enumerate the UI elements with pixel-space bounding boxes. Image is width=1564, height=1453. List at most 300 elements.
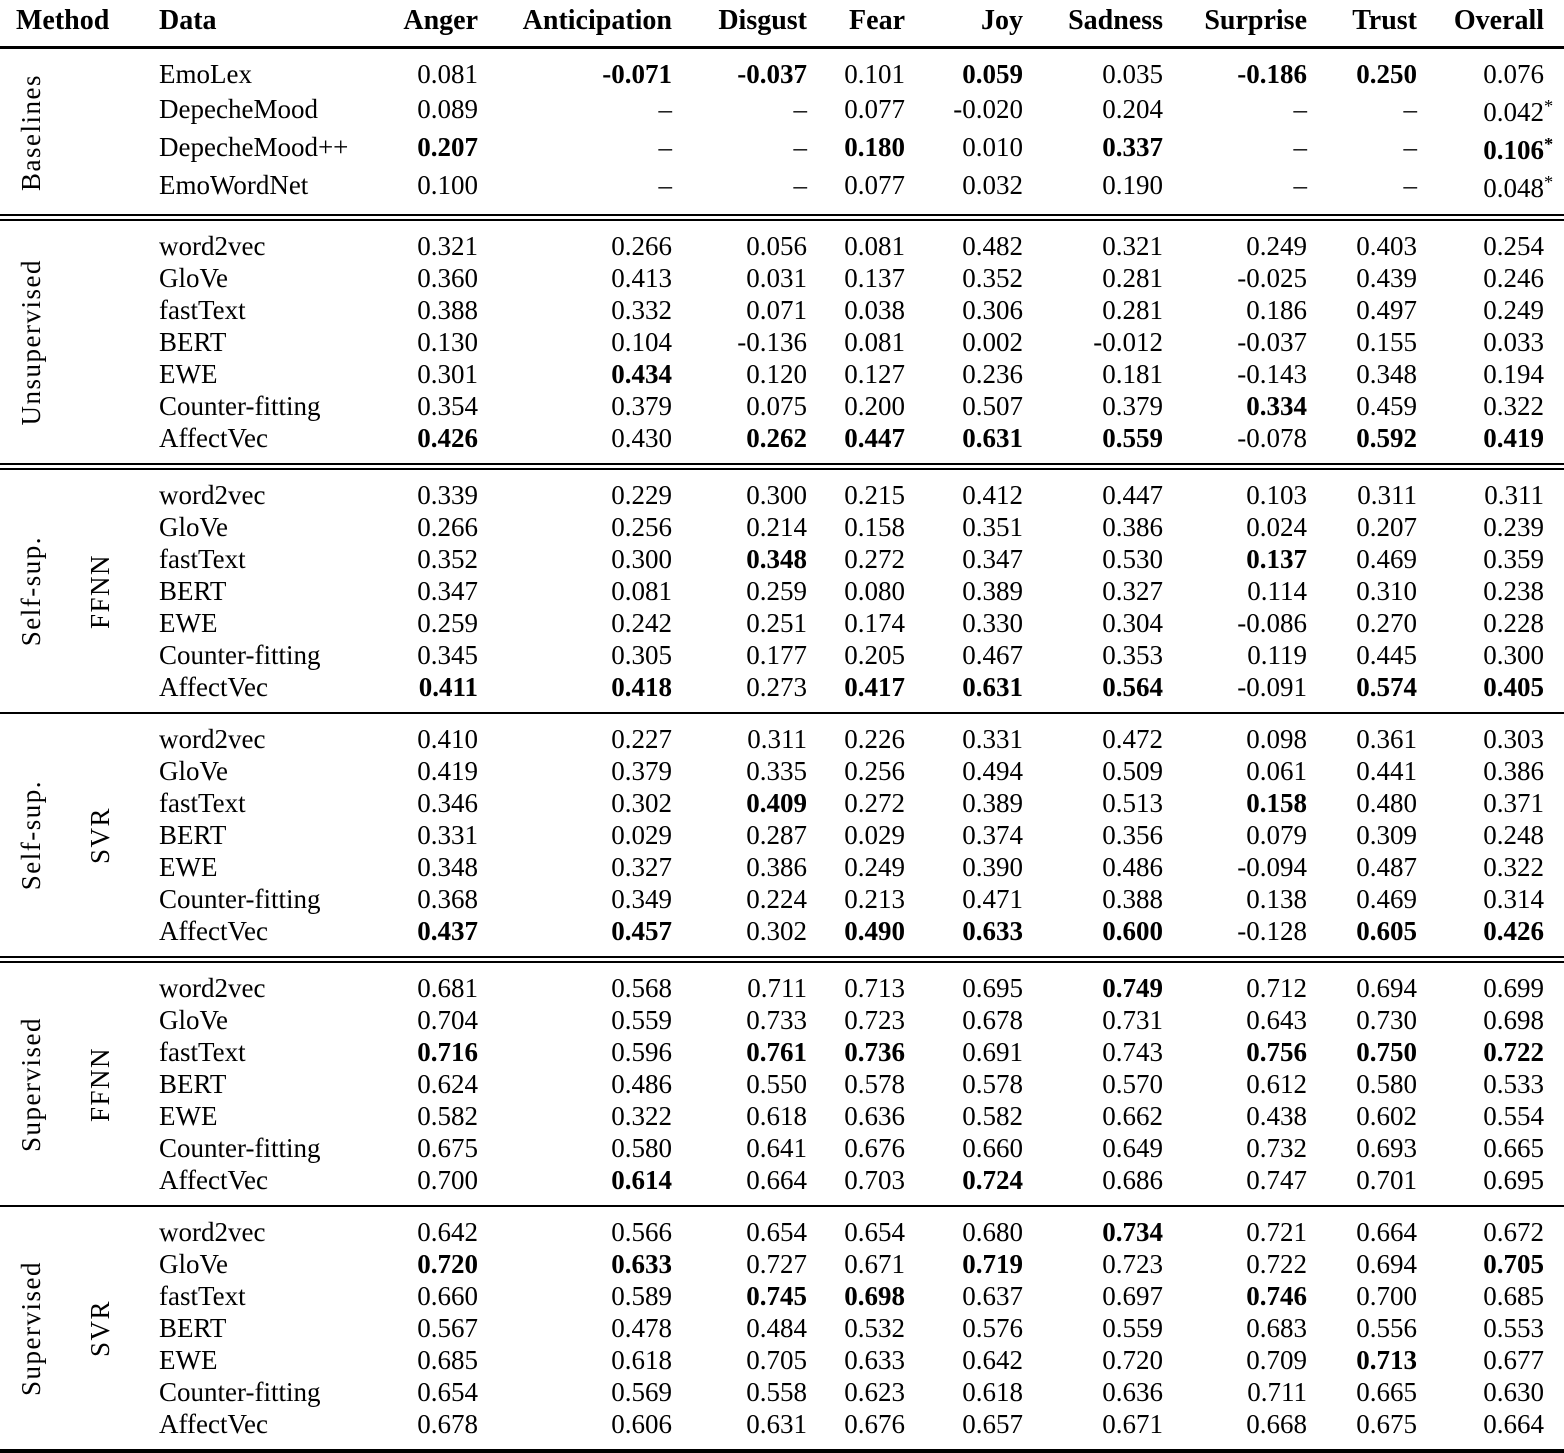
score-cell-fear: 0.447: [844, 422, 906, 453]
method-group-cell: [0, 48, 62, 218]
score-cell-disgust: 0.075: [746, 390, 808, 421]
score-cell-joy: 0.507: [962, 390, 1024, 421]
score-cell-anticipation: 0.596: [611, 1036, 673, 1067]
score-cell-fear: 0.101: [844, 59, 906, 89]
score-cell-trust: 0.250: [1356, 59, 1418, 89]
table-row: [0, 575, 1564, 607]
score-cell-disgust: 0.287: [746, 819, 808, 850]
score-cell-anticipation: -0.071: [602, 59, 673, 89]
score-cell-anticipation: 0.266: [611, 230, 673, 261]
score-cell-anticipation: 0.332: [611, 294, 673, 325]
embedding-name: AffectVec: [159, 422, 268, 453]
score-cell-anger: 0.331: [417, 819, 479, 850]
score-cell-fear: 0.532: [844, 1312, 906, 1343]
score-cell-disgust: 0.311: [747, 723, 808, 754]
table-row: [0, 390, 1564, 422]
score-cell-trust: 0.694: [1356, 972, 1418, 1003]
score-cell-disgust: 0.733: [746, 1004, 808, 1035]
score-cell-disgust: 0.618: [746, 1100, 808, 1131]
score-cell-disgust: 0.386: [746, 851, 808, 882]
score-cell-fear: 0.676: [844, 1132, 906, 1163]
score-cell-trust: 0.750: [1356, 1036, 1418, 1067]
score-cell-surprise: 0.103: [1246, 479, 1308, 510]
score-cell-overall: 0.699: [1483, 972, 1545, 1003]
score-cell-joy: 0.695: [962, 972, 1024, 1003]
score-cell-disgust: 0.484: [746, 1312, 808, 1343]
score-cell-surprise: -0.025: [1237, 262, 1308, 293]
score-cell-disgust: 0.251: [746, 607, 808, 638]
score-cell-anticipation: 0.302: [611, 787, 673, 818]
score-cell-overall: 0.664: [1483, 1408, 1545, 1439]
score-cell-joy: 0.389: [962, 787, 1024, 818]
score-cell-trust: 0.480: [1356, 787, 1418, 818]
embedding-name: BERT: [159, 575, 227, 606]
table-row: [0, 787, 1564, 819]
embedding-name: DepecheMood: [159, 94, 318, 125]
score-cell-surprise: –: [1293, 132, 1308, 163]
score-cell-trust: 0.574: [1356, 671, 1418, 702]
score-cell-trust: 0.700: [1356, 1280, 1418, 1311]
score-cell-disgust: 0.654: [746, 1216, 808, 1247]
score-cell-anticipation: –: [658, 170, 673, 201]
score-cell-joy: 0.637: [962, 1280, 1024, 1311]
score-cell-anticipation: –: [658, 132, 673, 163]
score-cell-sadness: 0.353: [1102, 639, 1164, 670]
method-group-label: Unsupervised: [16, 259, 46, 426]
embedding-name: fastText: [159, 543, 246, 574]
score-cell-overall: 0.553: [1483, 1312, 1545, 1343]
score-cell-anticipation: 0.349: [611, 883, 673, 914]
score-cell-trust: 0.155: [1356, 326, 1418, 357]
score-cell-trust: 0.348: [1356, 358, 1418, 389]
score-cell-sadness: 0.686: [1102, 1164, 1164, 1195]
score-cell-sadness: 0.327: [1102, 575, 1164, 606]
method-group-cell: [0, 713, 62, 960]
section-selfsup-ffnn: [0, 466, 1564, 713]
score-cell-trust: 0.441: [1356, 755, 1418, 786]
column-header-data: Data: [138, 0, 364, 48]
score-cell-anger: 0.720: [417, 1248, 479, 1279]
score-cell-sadness: 0.649: [1102, 1132, 1164, 1163]
score-cell-joy: 0.691: [962, 1036, 1024, 1067]
score-cell-disgust: 0.348: [746, 543, 808, 574]
score-cell-surprise: 0.747: [1246, 1164, 1308, 1195]
score-cell-fear: 0.578: [844, 1068, 906, 1099]
score-cell-anger: 0.704: [417, 1004, 479, 1035]
score-cell-joy: 0.678: [962, 1004, 1024, 1035]
score-cell-fear: 0.490: [844, 915, 906, 946]
score-cell-joy: 0.330: [962, 607, 1024, 638]
score-cell-anger: 0.681: [417, 972, 479, 1003]
score-cell-trust: 0.701: [1356, 1164, 1418, 1195]
score-cell-sadness: 0.564: [1102, 671, 1164, 702]
score-cell-joy: 0.236: [962, 358, 1024, 389]
model-group-cell: [62, 217, 138, 466]
score-cell-anger: 0.360: [417, 262, 479, 293]
score-cell-sadness: 0.388: [1102, 883, 1164, 914]
embedding-name: DepecheMood++: [159, 132, 349, 163]
score-cell-fear: 0.636: [844, 1100, 906, 1131]
score-cell-overall: 0.311: [1484, 479, 1545, 510]
score-cell-disgust: 0.120: [746, 358, 808, 389]
score-cell-trust: 0.311: [1357, 479, 1418, 510]
score-cell-fear: 0.633: [844, 1344, 906, 1375]
table-row: [0, 1164, 1564, 1206]
score-cell-joy: 0.389: [962, 575, 1024, 606]
score-cell-joy: 0.351: [962, 511, 1024, 542]
embedding-name: GloVe: [159, 755, 229, 786]
column-header-sadness: Sadness: [1023, 0, 1163, 48]
table-row: [0, 1100, 1564, 1132]
score-cell-sadness: 0.559: [1102, 1312, 1164, 1343]
score-cell-anger: 0.207: [417, 132, 479, 163]
embedding-name: fastText: [159, 294, 246, 325]
score-cell-disgust: 0.224: [746, 883, 808, 914]
score-cell-anticipation: 0.104: [611, 326, 673, 357]
embedding-name: AffectVec: [159, 1164, 268, 1195]
score-cell-overall: 0.076: [1483, 59, 1545, 89]
score-cell-surprise: 0.114: [1247, 575, 1308, 606]
score-cell-fear: 0.137: [844, 262, 906, 293]
score-cell-overall: 0.386: [1483, 755, 1545, 786]
section-supervised-ffnn: [0, 959, 1564, 1206]
score-cell-trust: –: [1403, 170, 1418, 201]
score-cell-anger: 0.354: [417, 390, 479, 421]
score-cell-joy: 0.618: [962, 1376, 1024, 1407]
score-cell-joy: 0.576: [962, 1312, 1024, 1343]
score-cell-joy: -0.020: [953, 94, 1024, 125]
score-cell-overall: 0.695: [1483, 1164, 1545, 1195]
score-cell-overall: 0.246: [1483, 262, 1545, 293]
score-cell-disgust: -0.037: [737, 59, 808, 89]
score-cell-joy: 0.631: [962, 671, 1024, 702]
score-cell-joy: 0.680: [962, 1216, 1024, 1247]
score-cell-surprise: 0.709: [1246, 1344, 1308, 1375]
embedding-name: EWE: [159, 851, 218, 882]
embedding-name: GloVe: [159, 262, 229, 293]
score-cell-fear: 0.654: [844, 1216, 906, 1247]
score-cell-surprise: –: [1293, 94, 1308, 125]
score-cell-disgust: 0.641: [746, 1132, 808, 1163]
score-cell-anticipation: 0.081: [611, 575, 673, 606]
score-cell-joy: 0.724: [962, 1164, 1024, 1195]
embedding-name: AffectVec: [159, 1408, 268, 1439]
embedding-name: BERT: [159, 1068, 227, 1099]
score-cell-fear: 0.029: [844, 819, 906, 850]
score-cell-anger: 0.301: [417, 358, 479, 389]
score-cell-surprise: 0.061: [1246, 755, 1308, 786]
score-cell-sadness: 0.570: [1102, 1068, 1164, 1099]
score-cell-overall: 0.048*: [1483, 172, 1554, 204]
score-cell-anticipation: 0.256: [611, 511, 673, 542]
section-supervised-svr: [0, 1206, 1564, 1451]
column-header-fear: Fear: [807, 0, 905, 48]
score-cell-sadness: 0.731: [1102, 1004, 1164, 1035]
score-cell-anger: 0.339: [417, 479, 479, 510]
header-row: [0, 0, 1564, 48]
column-header-method: Method: [0, 0, 138, 48]
score-cell-anticipation: 0.569: [611, 1376, 673, 1407]
score-cell-fear: 0.158: [844, 511, 906, 542]
model-group-label: FFNN: [85, 554, 115, 630]
score-cell-anticipation: 0.322: [611, 1100, 673, 1131]
score-cell-overall: 0.405: [1483, 671, 1545, 702]
score-cell-sadness: 0.720: [1102, 1344, 1164, 1375]
score-cell-joy: 0.352: [962, 262, 1024, 293]
score-cell-fear: 0.623: [844, 1376, 906, 1407]
score-cell-fear: 0.703: [844, 1164, 906, 1195]
score-cell-joy: 0.032: [962, 170, 1024, 201]
model-group-label: SVR: [85, 807, 115, 865]
score-cell-anticipation: 0.559: [611, 1004, 673, 1035]
score-cell-surprise: 0.098: [1246, 723, 1308, 754]
method-group-label: Baselines: [16, 73, 46, 191]
score-cell-anger: 0.582: [417, 1100, 479, 1131]
score-cell-anger: 0.685: [417, 1344, 479, 1375]
score-cell-overall: 0.705: [1483, 1248, 1545, 1279]
score-cell-anger: 0.089: [417, 94, 479, 125]
score-cell-surprise: 0.612: [1246, 1068, 1308, 1099]
score-cell-sadness: 0.749: [1102, 972, 1164, 1003]
score-cell-anger: 0.352: [417, 543, 479, 574]
score-cell-joy: 0.642: [962, 1344, 1024, 1375]
model-group-cell: [62, 1206, 138, 1451]
model-group-cell: [62, 466, 138, 713]
score-cell-joy: 0.331: [962, 723, 1024, 754]
score-cell-anticipation: 0.430: [611, 422, 673, 453]
score-cell-anger: 0.567: [417, 1312, 479, 1343]
score-cell-overall: 0.665: [1483, 1132, 1545, 1163]
score-cell-overall: 0.033: [1483, 326, 1545, 357]
score-cell-trust: –: [1403, 94, 1418, 125]
score-cell-surprise: 0.119: [1247, 639, 1308, 670]
score-cell-fear: 0.038: [844, 294, 906, 325]
score-cell-trust: 0.664: [1356, 1216, 1418, 1247]
score-cell-anticipation: 0.413: [611, 262, 673, 293]
score-cell-anticipation: 0.327: [611, 851, 673, 882]
method-group-label: Supervised: [16, 1261, 46, 1396]
score-cell-anger: 0.347: [417, 575, 479, 606]
score-cell-anger: 0.642: [417, 1216, 479, 1247]
score-cell-disgust: 0.558: [746, 1376, 808, 1407]
table-row: [0, 166, 1564, 217]
embedding-name: GloVe: [159, 1248, 229, 1279]
embedding-name: BERT: [159, 1312, 227, 1343]
score-cell-anticipation: 0.486: [611, 1068, 673, 1099]
column-header-anticipation: Anticipation: [478, 0, 672, 48]
score-cell-disgust: 0.214: [746, 511, 808, 542]
score-cell-anticipation: 0.589: [611, 1280, 673, 1311]
score-cell-joy: 0.467: [962, 639, 1024, 670]
embedding-name: AffectVec: [159, 915, 268, 946]
column-header-trust: Trust: [1307, 0, 1417, 48]
score-cell-sadness: 0.281: [1102, 262, 1164, 293]
score-cell-anticipation: –: [658, 94, 673, 125]
score-cell-joy: 0.482: [962, 230, 1024, 261]
column-header-surprise: Surprise: [1163, 0, 1307, 48]
table-row: [0, 713, 1564, 755]
score-cell-overall: 0.630: [1483, 1376, 1545, 1407]
score-cell-overall: 0.249: [1483, 294, 1545, 325]
score-cell-fear: 0.077: [844, 170, 906, 201]
score-cell-disgust: 0.550: [746, 1068, 808, 1099]
embedding-name: GloVe: [159, 511, 229, 542]
score-cell-trust: 0.592: [1356, 422, 1418, 453]
score-cell-trust: 0.469: [1356, 543, 1418, 574]
score-cell-trust: –: [1403, 132, 1418, 163]
embedding-name: fastText: [159, 787, 246, 818]
score-cell-surprise: 0.024: [1246, 511, 1308, 542]
score-cell-surprise: -0.037: [1237, 326, 1308, 357]
score-cell-sadness: 0.636: [1102, 1376, 1164, 1407]
score-cell-disgust: 0.302: [746, 915, 808, 946]
model-group-label: SVR: [85, 1300, 115, 1358]
table-row: [0, 1068, 1564, 1100]
score-cell-surprise: -0.143: [1237, 358, 1308, 389]
table-row: [0, 217, 1564, 262]
embedding-name: Counter-fitting: [159, 1376, 321, 1407]
score-cell-trust: 0.487: [1356, 851, 1418, 882]
method-group-cell: [0, 217, 62, 466]
score-cell-disgust: 0.177: [746, 639, 808, 670]
score-cell-anger: 0.266: [417, 511, 479, 542]
model-group-cell: [62, 713, 138, 960]
table-row: [0, 1408, 1564, 1451]
score-cell-joy: 0.494: [962, 755, 1024, 786]
score-cell-sadness: 0.356: [1102, 819, 1164, 850]
score-cell-anticipation: 0.580: [611, 1132, 673, 1163]
table-row: [0, 1132, 1564, 1164]
score-cell-anticipation: 0.305: [611, 639, 673, 670]
score-cell-anger: 0.348: [417, 851, 479, 882]
score-cell-anticipation: 0.566: [611, 1216, 673, 1247]
score-cell-trust: 0.713: [1356, 1344, 1418, 1375]
score-cell-sadness: 0.190: [1102, 170, 1164, 201]
score-cell-sadness: 0.530: [1102, 543, 1164, 574]
score-cell-disgust: –: [793, 170, 808, 201]
table-row: [0, 543, 1564, 575]
score-cell-overall: 0.677: [1483, 1344, 1545, 1375]
score-cell-anger: 0.368: [417, 883, 479, 914]
score-cell-joy: 0.059: [962, 59, 1024, 89]
score-cell-anticipation: 0.633: [611, 1248, 673, 1279]
method-group-cell: [0, 959, 62, 1206]
score-cell-anticipation: 0.379: [611, 755, 673, 786]
score-cell-trust: 0.497: [1356, 294, 1418, 325]
score-cell-sadness: 0.472: [1102, 723, 1164, 754]
score-cell-joy: 0.657: [962, 1408, 1024, 1439]
score-cell-overall: 0.722: [1483, 1036, 1545, 1067]
score-cell-trust: 0.556: [1356, 1312, 1418, 1343]
score-cell-sadness: 0.181: [1102, 358, 1164, 389]
score-cell-anticipation: 0.478: [611, 1312, 673, 1343]
score-cell-anticipation: 0.418: [611, 671, 673, 702]
score-cell-joy: 0.631: [962, 422, 1024, 453]
table-row: [0, 422, 1564, 467]
score-cell-joy: 0.390: [962, 851, 1024, 882]
method-group-label: Self-sup.: [16, 780, 46, 891]
score-cell-anger: 0.321: [417, 230, 479, 261]
score-cell-overall: 0.685: [1483, 1280, 1545, 1311]
score-cell-joy: 0.010: [962, 132, 1024, 163]
score-cell-overall: 0.322: [1483, 390, 1545, 421]
score-cell-overall: 0.300: [1483, 639, 1545, 670]
score-cell-sadness: 0.281: [1102, 294, 1164, 325]
score-cell-overall: 0.322: [1483, 851, 1545, 882]
score-cell-sadness: 0.447: [1102, 479, 1164, 510]
score-cell-sadness: 0.379: [1102, 390, 1164, 421]
score-cell-overall: 0.314: [1483, 883, 1545, 914]
score-cell-disgust: 0.761: [746, 1036, 808, 1067]
score-cell-joy: 0.719: [962, 1248, 1024, 1279]
score-cell-sadness: 0.509: [1102, 755, 1164, 786]
score-cell-fear: 0.080: [844, 575, 906, 606]
score-cell-trust: 0.605: [1356, 915, 1418, 946]
score-cell-trust: 0.270: [1356, 607, 1418, 638]
score-cell-anger: 0.346: [417, 787, 479, 818]
score-cell-fear: 0.081: [844, 230, 906, 261]
score-cell-fear: 0.723: [844, 1004, 906, 1035]
score-cell-joy: 0.471: [962, 883, 1024, 914]
score-cell-overall: 0.554: [1483, 1100, 1545, 1131]
score-cell-disgust: 0.273: [746, 671, 808, 702]
score-cell-sadness: 0.321: [1102, 230, 1164, 261]
score-cell-anticipation: 0.434: [611, 358, 673, 389]
score-cell-joy: 0.660: [962, 1132, 1024, 1163]
score-cell-anger: 0.081: [417, 59, 479, 89]
score-cell-fear: 0.676: [844, 1408, 906, 1439]
score-cell-anger: 0.130: [417, 326, 479, 357]
score-cell-fear: 0.713: [844, 972, 906, 1003]
score-cell-anger: 0.678: [417, 1408, 479, 1439]
score-cell-overall: 0.698: [1483, 1004, 1545, 1035]
score-cell-anger: 0.100: [417, 170, 479, 201]
score-cell-anger: 0.716: [417, 1036, 479, 1067]
score-cell-joy: 0.582: [962, 1100, 1024, 1131]
section-baselines: [0, 48, 1564, 218]
score-cell-trust: 0.675: [1356, 1408, 1418, 1439]
score-cell-anticipation: 0.606: [611, 1408, 673, 1439]
score-cell-overall: 0.426: [1483, 915, 1545, 946]
score-cell-sadness: -0.012: [1093, 326, 1164, 357]
score-cell-surprise: 0.138: [1246, 883, 1308, 914]
score-cell-trust: 0.693: [1356, 1132, 1418, 1163]
score-cell-sadness: 0.723: [1102, 1248, 1164, 1279]
score-cell-fear: 0.215: [844, 479, 906, 510]
table-row: [0, 128, 1564, 166]
score-cell-surprise: 0.643: [1246, 1004, 1308, 1035]
embedding-name: EWE: [159, 1100, 218, 1131]
score-cell-trust: 0.310: [1356, 575, 1418, 606]
score-cell-surprise: 0.668: [1246, 1408, 1308, 1439]
score-cell-sadness: 0.671: [1102, 1408, 1164, 1439]
score-cell-trust: 0.459: [1356, 390, 1418, 421]
score-cell-trust: 0.361: [1356, 723, 1418, 754]
score-cell-joy: 0.412: [962, 479, 1024, 510]
score-cell-surprise: 0.712: [1246, 972, 1308, 1003]
column-header-overall: Overall: [1417, 0, 1564, 48]
score-cell-surprise: 0.756: [1246, 1036, 1308, 1067]
table-row: [0, 671, 1564, 713]
column-header-disgust: Disgust: [672, 0, 807, 48]
score-cell-fear: 0.174: [844, 607, 906, 638]
score-cell-overall: 0.106*: [1483, 134, 1554, 166]
score-cell-anticipation: 0.300: [611, 543, 673, 574]
embedding-name: word2vec: [159, 479, 266, 510]
table-row: [0, 262, 1564, 294]
score-cell-anticipation: 0.029: [611, 819, 673, 850]
score-cell-trust: 0.403: [1356, 230, 1418, 261]
